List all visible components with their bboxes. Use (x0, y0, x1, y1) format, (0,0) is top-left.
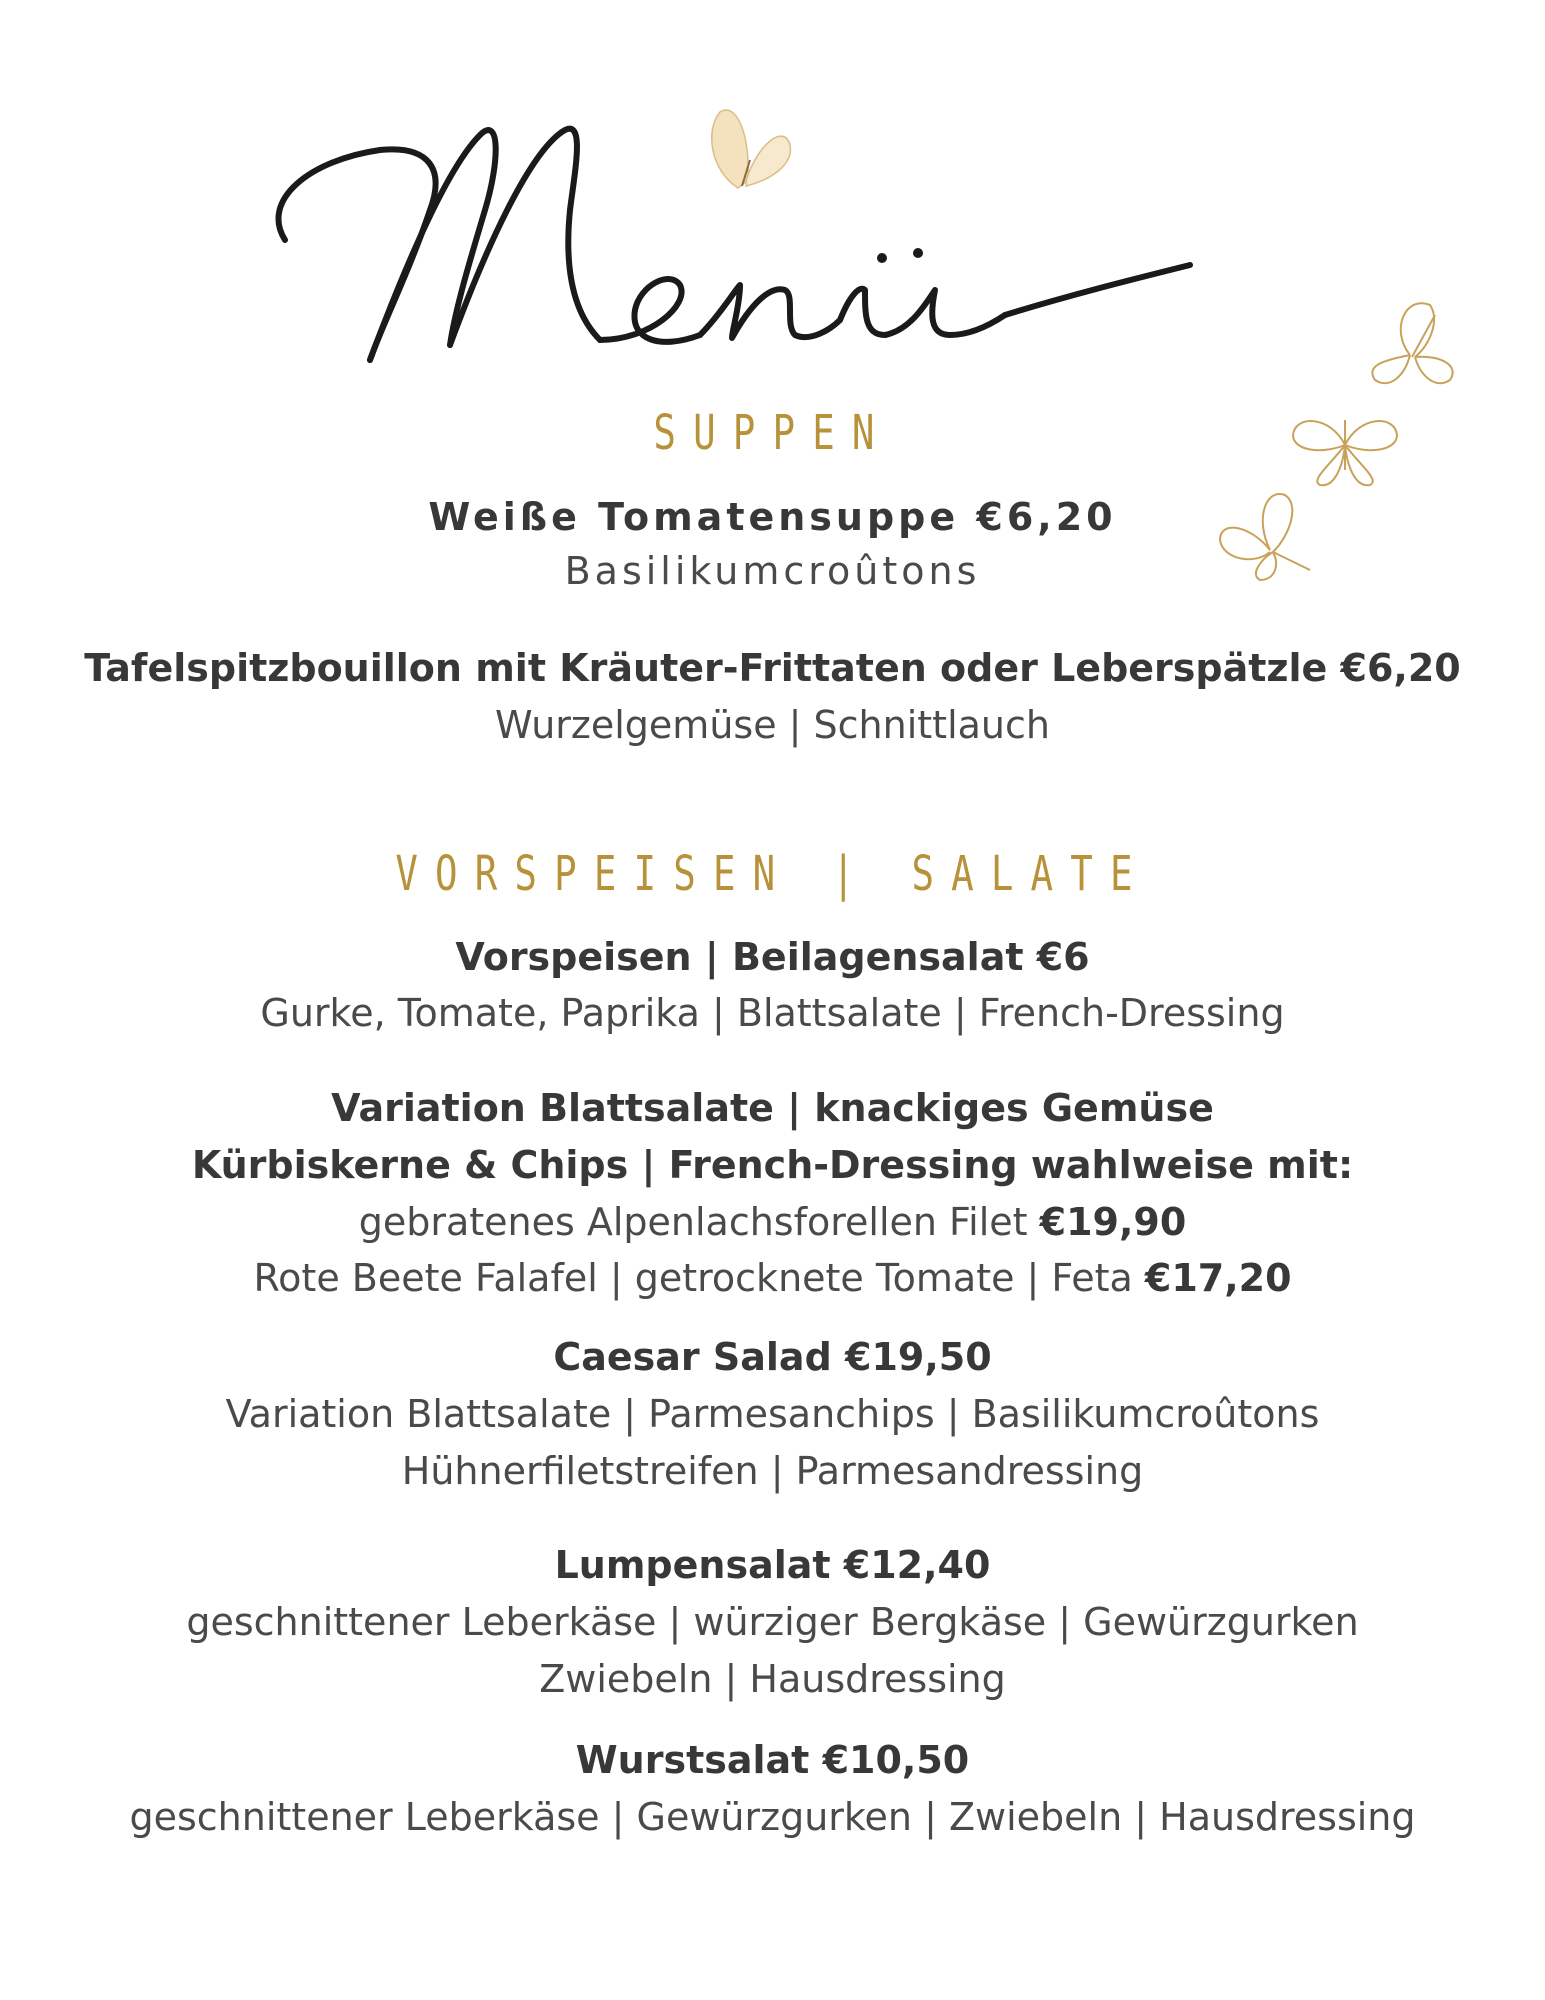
menu-item-title: Caesar Salad €19,50 (553, 1335, 992, 1379)
butterfly-watercolor-icon (690, 100, 800, 200)
menu-item-title: Lumpensalat €12,40 (554, 1543, 991, 1587)
menu-item-description: Basilikumcroûtons (564, 549, 981, 593)
menu-item-title: Vorspeisen | Beilagensalat €6 (455, 935, 1090, 979)
menu-item-description: Hühnerfiletstreifen | Parmesandressing (401, 1449, 1144, 1493)
menu-item-title: Wurstsalat €10,50 (575, 1738, 970, 1782)
menu-item-title: Weiße Tomatensuppe €6,20 (428, 495, 1117, 539)
menu-item-description: Zwiebeln | Hausdressing (539, 1657, 1006, 1701)
menu-item-description: Variation Blattsalate | Parmesanchips | Basilikumcroûtons (225, 1392, 1320, 1436)
section-heading-suppen: SUPPEN (653, 405, 892, 461)
section-heading-vorspeisen-salate: VORSPEISEN | SALATE (395, 846, 1150, 902)
option-text: gebratenes Alpenlachsforellen Filet (358, 1200, 1028, 1244)
menu-item-description: Wurzelgemüse | Schnittlauch (495, 703, 1050, 747)
menu-item-description: Gurke, Tomate, Paprika | Blattsalate | French-Dressing (260, 991, 1285, 1035)
menu-item-option (0, 1253, 1545, 1303)
menu-item-description: geschnittener Leberkäse | Gewürzgurken | Zwiebeln | Hausdressing (129, 1795, 1416, 1839)
option-price: €19,90 (1039, 1200, 1187, 1244)
menu-item-title: Kürbiskerne & Chips | French-Dressing wahlweise mit: (191, 1143, 1354, 1187)
option-price: €17,20 (1144, 1256, 1292, 1300)
menu-item-title: Tafelspitzbouillon mit Kräuter-Frittaten oder Leberspätzle €6,20 (84, 646, 1461, 690)
menu-item-option (0, 1197, 1545, 1247)
menu-item-description: geschnittener Leberkäse | würziger Bergkäse | Gewürzgurken (186, 1600, 1359, 1644)
option-text: Rote Beete Falafel | getrocknete Tomate | Feta (253, 1256, 1133, 1300)
menu-item-title: Variation Blattsalate | knackiges Gemüse (331, 1086, 1214, 1130)
butterfly-outline-icon (1360, 285, 1470, 395)
